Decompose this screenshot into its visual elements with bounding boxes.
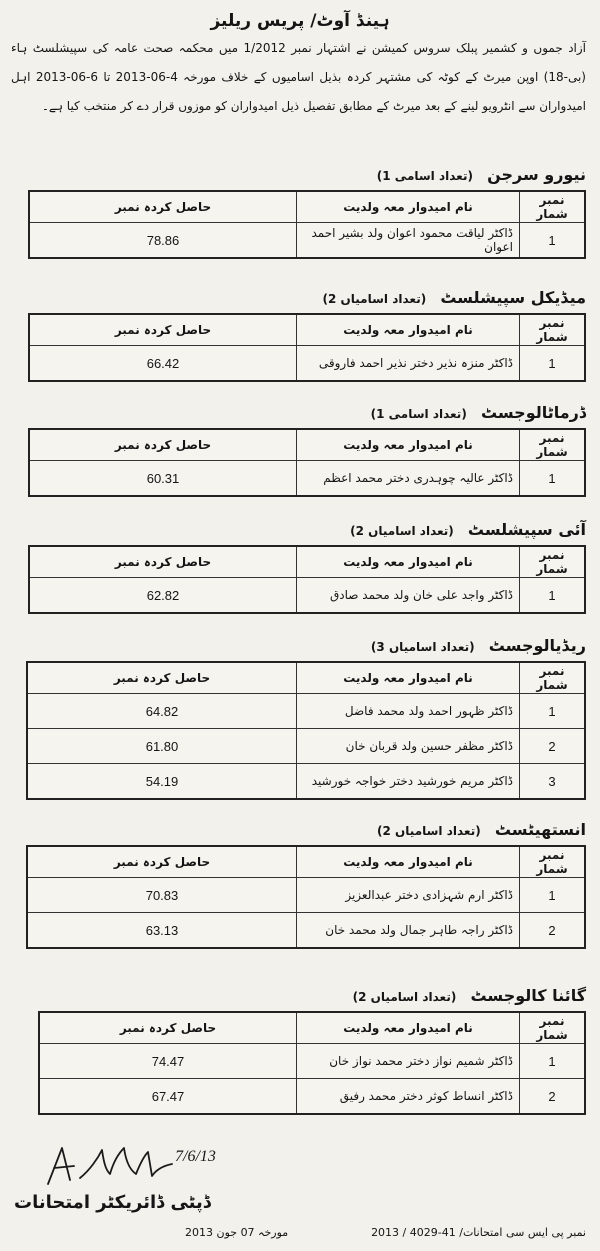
serial-cell: 2 xyxy=(520,1079,586,1115)
serial-header: نمبر شمار xyxy=(520,1012,586,1044)
table-row xyxy=(39,1044,585,1079)
table-header-row xyxy=(29,191,585,223)
section-eye-specialist xyxy=(28,520,586,614)
signature-scribble xyxy=(40,1140,190,1190)
name-header: نام امیدوار معہ ولدیت xyxy=(297,662,520,694)
section-vacancy-count: (تعداد اسامیاں 2) xyxy=(322,292,427,306)
candidate-table xyxy=(28,190,586,259)
signatory-designation: ڈپٹی ڈائریکٹر امتحانات xyxy=(14,1192,211,1213)
section-medical-specialist xyxy=(28,288,586,382)
section-heading xyxy=(26,636,586,655)
serial-cell: 2 xyxy=(520,729,586,764)
section-heading xyxy=(28,520,586,539)
section-heading xyxy=(28,288,586,307)
candidate-name-cell: ڈاکٹر ارم شہزادی دختر عبدالعزیز xyxy=(297,878,520,913)
candidate-name-cell: ڈاکٹر منزہ نذیر دختر نذیر احمد فاروقی xyxy=(297,346,520,382)
reference-number: نمبر پی ایس سی امتحانات/ 41-4029 / 2013 xyxy=(371,1226,586,1239)
marks-cell: 54.19 xyxy=(27,764,297,800)
candidate-name-cell: ڈاکٹر لیاقت محمود اعوان ولد بشیر احمد اعوان xyxy=(297,223,520,259)
table-row xyxy=(27,729,585,764)
marks-cell: 63.13 xyxy=(27,913,297,949)
marks-cell: 70.83 xyxy=(27,878,297,913)
serial-cell: 1 xyxy=(520,1044,586,1079)
serial-header: نمبر شمار xyxy=(520,429,586,461)
candidate-name-cell: ڈاکٹر انساط کوثر دختر محمد رفیق xyxy=(297,1079,520,1115)
candidate-table xyxy=(38,1011,586,1115)
marks-cell: 62.82 xyxy=(29,578,297,614)
table-row xyxy=(29,346,585,382)
section-vacancy-count: (تعداد اسامیاں 2) xyxy=(352,990,457,1004)
serial-cell: 3 xyxy=(520,764,586,800)
marks-cell: 64.82 xyxy=(27,694,297,729)
candidate-name-cell: ڈاکٹر واجد علی خان ولد محمد صادق xyxy=(297,578,520,614)
section-anesthetist xyxy=(26,820,586,949)
serial-header: نمبر شمار xyxy=(520,546,586,578)
section-title: ڈرماٹالوجسٹ xyxy=(480,403,586,422)
marks-cell: 78.86 xyxy=(29,223,297,259)
candidate-table xyxy=(28,313,586,382)
candidate-name-cell: ڈاکٹر مظفر حسین ولد قربان خان xyxy=(297,729,520,764)
marks-header: حاصل کردہ نمبر xyxy=(39,1012,297,1044)
table-header-row xyxy=(27,662,585,694)
marks-header: حاصل کردہ نمبر xyxy=(29,429,297,461)
section-title: آئی سپیشلسٹ xyxy=(467,520,586,539)
marks-header: حاصل کردہ نمبر xyxy=(29,546,297,578)
serial-cell: 1 xyxy=(520,878,586,913)
candidate-name-cell: ڈاکٹر راجہ طاہر جمال ولد محمد خان xyxy=(297,913,520,949)
table-row xyxy=(39,1079,585,1115)
table-header-row xyxy=(39,1012,585,1044)
name-header: نام امیدوار معہ ولدیت xyxy=(297,846,520,878)
section-dermatologist xyxy=(28,403,586,497)
section-vacancy-count: (تعداد اسامیاں 3) xyxy=(370,640,475,654)
marks-header: حاصل کردہ نمبر xyxy=(29,191,297,223)
marks-header: حاصل کردہ نمبر xyxy=(29,314,297,346)
serial-cell: 1 xyxy=(520,223,586,259)
section-heading xyxy=(28,403,586,422)
section-title: نیورو سرجن xyxy=(487,165,586,184)
section-gynaecologist xyxy=(38,986,586,1115)
section-heading xyxy=(28,165,586,184)
name-header: نام امیدوار معہ ولدیت xyxy=(297,546,520,578)
table-row xyxy=(29,223,585,259)
table-row xyxy=(29,461,585,497)
section-heading xyxy=(38,986,586,1005)
serial-header: نمبر شمار xyxy=(520,314,586,346)
intro-paragraph: آزاد جموں و کشمیر پبلک سروس کمیشن نے اشتہار نمبر 1/2012 میں محکمہ صحت عامہ کی سپیشلسٹ ہاء (بی-18) اوپن میرٹ کے کوٹہ کی مشتہر کردہ بذیل اسامیوں کے خلاف مورخہ 4-06-2013 تا 6-06-2013 اہل امیدواران سے انٹرویو لینے کے بعد میرٹ کے مطابق تفصیل ذیل امیدواران کو موزوں قرار دے کر منتخب کیا ہے۔ xyxy=(11,41,586,113)
candidate-name-cell: ڈاکٹر مریم خورشید دختر خواجہ خورشید xyxy=(297,764,520,800)
section-vacancy-count: (تعداد اسامیاں 2) xyxy=(377,824,481,838)
candidate-table xyxy=(26,845,586,949)
name-header: نام امیدوار معہ ولدیت xyxy=(297,429,520,461)
table-row xyxy=(29,578,585,614)
candidate-name-cell: ڈاکٹر عالیہ چوہدری دختر محمد اعظم xyxy=(297,461,520,497)
table-row xyxy=(27,694,585,729)
marks-cell: 74.47 xyxy=(39,1044,297,1079)
page-title: ہینڈ آوٹ/ پریس ریلیز xyxy=(210,11,390,31)
section-vacancy-count: (تعداد اسامی 1) xyxy=(370,407,467,421)
marks-cell: 61.80 xyxy=(27,729,297,764)
serial-header: نمبر شمار xyxy=(520,662,586,694)
section-heading xyxy=(26,820,586,839)
serial-header: نمبر شمار xyxy=(520,846,586,878)
marks-cell: 67.47 xyxy=(39,1079,297,1115)
table-row xyxy=(27,913,585,949)
table-header-row xyxy=(29,429,585,461)
marks-cell: 60.31 xyxy=(29,461,297,497)
name-header: نام امیدوار معہ ولدیت xyxy=(297,191,520,223)
candidate-table xyxy=(28,545,586,614)
serial-header: نمبر شمار xyxy=(520,191,586,223)
candidate-name-cell: ڈاکٹر ظہور احمد ولد محمد فاضل xyxy=(297,694,520,729)
name-header: نام امیدوار معہ ولدیت xyxy=(297,1012,520,1044)
section-vacancy-count: (تعداد اسامیاں 2) xyxy=(350,524,454,538)
candidate-table xyxy=(26,661,586,800)
section-vacancy-count: (تعداد اسامی 1) xyxy=(376,169,473,183)
marks-header: حاصل کردہ نمبر xyxy=(27,662,297,694)
table-row xyxy=(27,764,585,800)
serial-cell: 1 xyxy=(520,694,586,729)
section-title: انستھیٹسٹ xyxy=(494,820,586,839)
serial-cell: 1 xyxy=(520,346,586,382)
candidate-table xyxy=(28,428,586,497)
table-row xyxy=(27,878,585,913)
table-header-row xyxy=(27,846,585,878)
table-header-row xyxy=(29,314,585,346)
signature-date: 7/6/13 xyxy=(175,1148,216,1165)
section-neuro-surgeon xyxy=(28,165,586,259)
issue-date: مورخہ 07 جون 2013 xyxy=(185,1226,289,1239)
serial-cell: 1 xyxy=(520,578,586,614)
marks-header: حاصل کردہ نمبر xyxy=(27,846,297,878)
table-header-row xyxy=(29,546,585,578)
section-title: ریڈیالوجسٹ xyxy=(488,636,586,655)
section-title: میڈیکل سپیشلسٹ xyxy=(440,288,586,307)
candidate-name-cell: ڈاکٹر شمیم نواز دختر محمد نواز خان xyxy=(297,1044,520,1079)
serial-cell: 1 xyxy=(520,461,586,497)
name-header: نام امیدوار معہ ولدیت xyxy=(297,314,520,346)
marks-cell: 66.42 xyxy=(29,346,297,382)
serial-cell: 2 xyxy=(520,913,586,949)
section-title: گائنا کالوجسٹ xyxy=(470,986,586,1005)
section-radiologist xyxy=(26,636,586,800)
